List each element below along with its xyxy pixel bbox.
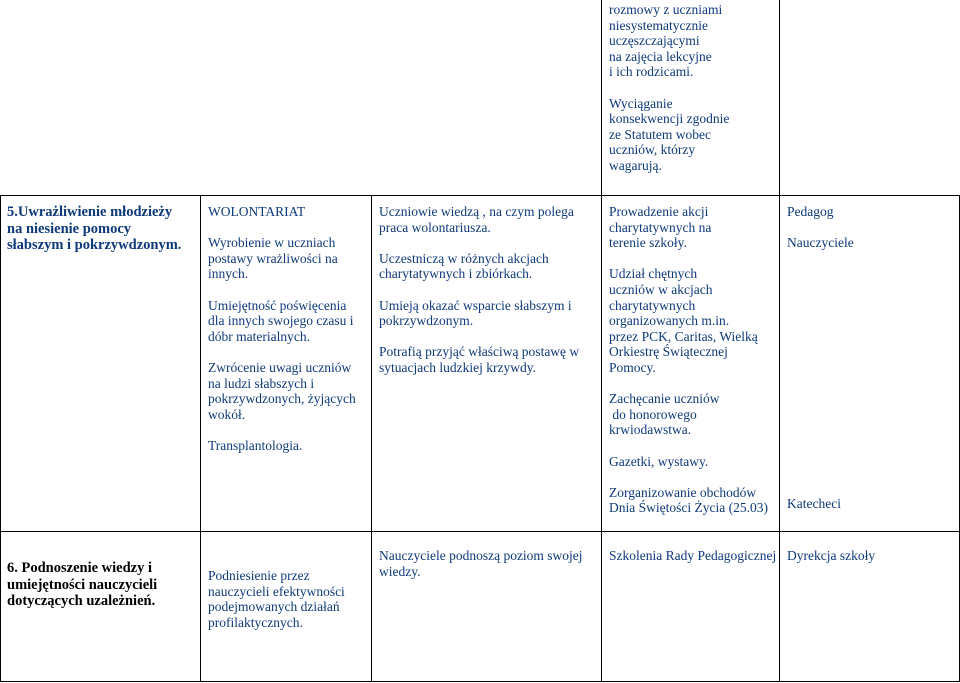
row5-responsible-cell (787, 204, 957, 524)
text-line: charytatywnych (609, 297, 696, 313)
text-line: na zajęcia lekcyjne (609, 48, 712, 64)
text-line: Udział chętnych (609, 266, 698, 282)
text-line: dla innych swojego czasu i (208, 313, 354, 329)
text-line: umiejętności nauczycieli (7, 576, 158, 593)
text-line: nauczycieli efektywności (208, 583, 345, 599)
text-line: krwiodawstwa. (609, 422, 692, 438)
text-line: Transplantologia. (208, 437, 303, 453)
text-line: profilaktycznych. (208, 614, 303, 630)
text-line: charytatywnych i zbiórkach. (379, 266, 533, 282)
row5-goal-cell (7, 204, 199, 254)
text-line: Uczniowie wiedzą , na czym polega (379, 204, 574, 219)
text-line: pokrzywdzonych, żyjących (208, 391, 356, 407)
row5-outcomes-cell (379, 204, 600, 376)
grid-line-col5 (779, 195, 780, 682)
text-line: Nauczyciele podnoszą poziom swojej (379, 548, 583, 563)
text-line: 6. Podnoszenie wiedzy i (7, 560, 152, 576)
text-line: Podniesienie przez (208, 568, 310, 583)
text-line: niesystematycznie (609, 17, 708, 33)
text-line: 5.Uwrażliwienie młodzieży (7, 204, 173, 220)
row6-outcomes-cell (379, 548, 600, 579)
text-line: Pomocy. (609, 359, 656, 375)
text-line: Nauczyciele (787, 235, 854, 251)
text-line: terenie szkoły. (609, 235, 687, 251)
text-line: Zwrócenie uwagi uczniów (208, 359, 352, 375)
text-line: na ludzi słabszych i (208, 375, 315, 391)
text-line: uczęszczającymi (609, 33, 700, 49)
text-line: Wyrobienie w uczniach (208, 235, 336, 251)
grid-line-right-top (779, 0, 780, 195)
grid-line-left-top (601, 0, 602, 195)
text-line: sytuacjach ludzkiej krzywdy. (379, 359, 536, 375)
text-line: praca wolontariusza. (379, 219, 491, 235)
text-line: charytatywnych na (609, 219, 712, 235)
text-line: innych. (208, 266, 249, 282)
grid-line-col4 (601, 195, 602, 682)
row5-activities-cell (609, 204, 778, 516)
row5-tasks-cell (208, 204, 370, 454)
text-line: konsekwencji zgodnie (609, 111, 730, 127)
row6-goal-cell (7, 560, 199, 610)
text-line: Umiejętność poświęcenia (208, 297, 347, 313)
text-line: Dyrekcja szkoły (787, 548, 876, 563)
grid-line-col1 (0, 195, 1, 682)
text-line: słabszym i pokrzywdzonym. (7, 237, 182, 253)
text-line: i ich rodzicami. (609, 64, 694, 80)
text-line: organizowanych m.in. (609, 313, 730, 329)
text-line: do honorowego (609, 406, 697, 422)
row6-tasks-cell (208, 568, 370, 630)
text-line: Uczestniczą w różnych akcjach (379, 250, 549, 266)
text-line: wokół. (208, 406, 246, 422)
text-line: Prowadzenie akcji (609, 204, 709, 219)
text-line: dotyczących uzależnień. (7, 593, 156, 609)
text-line: Gazetki, wystawy. (609, 453, 709, 469)
grid-line-col3 (371, 195, 372, 682)
text-line: ze Statutem wobec (609, 126, 711, 142)
text-line: Zachęcanie uczniów (609, 391, 720, 407)
text-line: Wyciąganie (609, 95, 673, 111)
text-line: Katecheci (787, 496, 841, 511)
text-line: Umieją okazać wsparcie słabszym i (379, 297, 572, 313)
text-line: wiedzy. (379, 563, 421, 579)
text-line: na niesienie pomocy (7, 220, 132, 237)
text-line: podejmowanych działań (208, 599, 340, 615)
text-line: przez PCK, Caritas, Wielką (609, 328, 758, 344)
text-line: WOLONTARIAT (208, 204, 306, 219)
text-line: Dnia Świętości Życia (25.03) (609, 500, 768, 516)
text-line: dóbr materialnych. (208, 328, 310, 344)
grid-line-row5-top (0, 195, 960, 196)
grid-line-row6-top (0, 531, 960, 532)
grid-line-bottom (0, 681, 960, 682)
text-line: Pedagog (787, 204, 834, 219)
text-line: Orkiestrę Świątecznej (609, 344, 728, 360)
text-line: Szkolenia Rady Pedagogicznej (609, 548, 777, 563)
text-line: rozmowy z uczniami (609, 2, 723, 17)
text-line: wagarują. (609, 157, 662, 173)
text-line: pokrzywdzonym. (379, 313, 474, 329)
row6-activities-cell (609, 548, 781, 564)
text-line: postawy wrażliwości na (208, 250, 338, 266)
text-line: Zorganizowanie obchodów (609, 484, 757, 500)
text-line: uczniów w akcjach (609, 281, 713, 297)
text-line: uczniów, którzy (609, 142, 696, 158)
text-line: Potrafią przyjąć właściwą postawę w (379, 344, 580, 360)
grid-line-col2 (200, 195, 201, 682)
row6-responsible-cell (787, 548, 957, 564)
top-row-activities-cell (609, 2, 777, 174)
